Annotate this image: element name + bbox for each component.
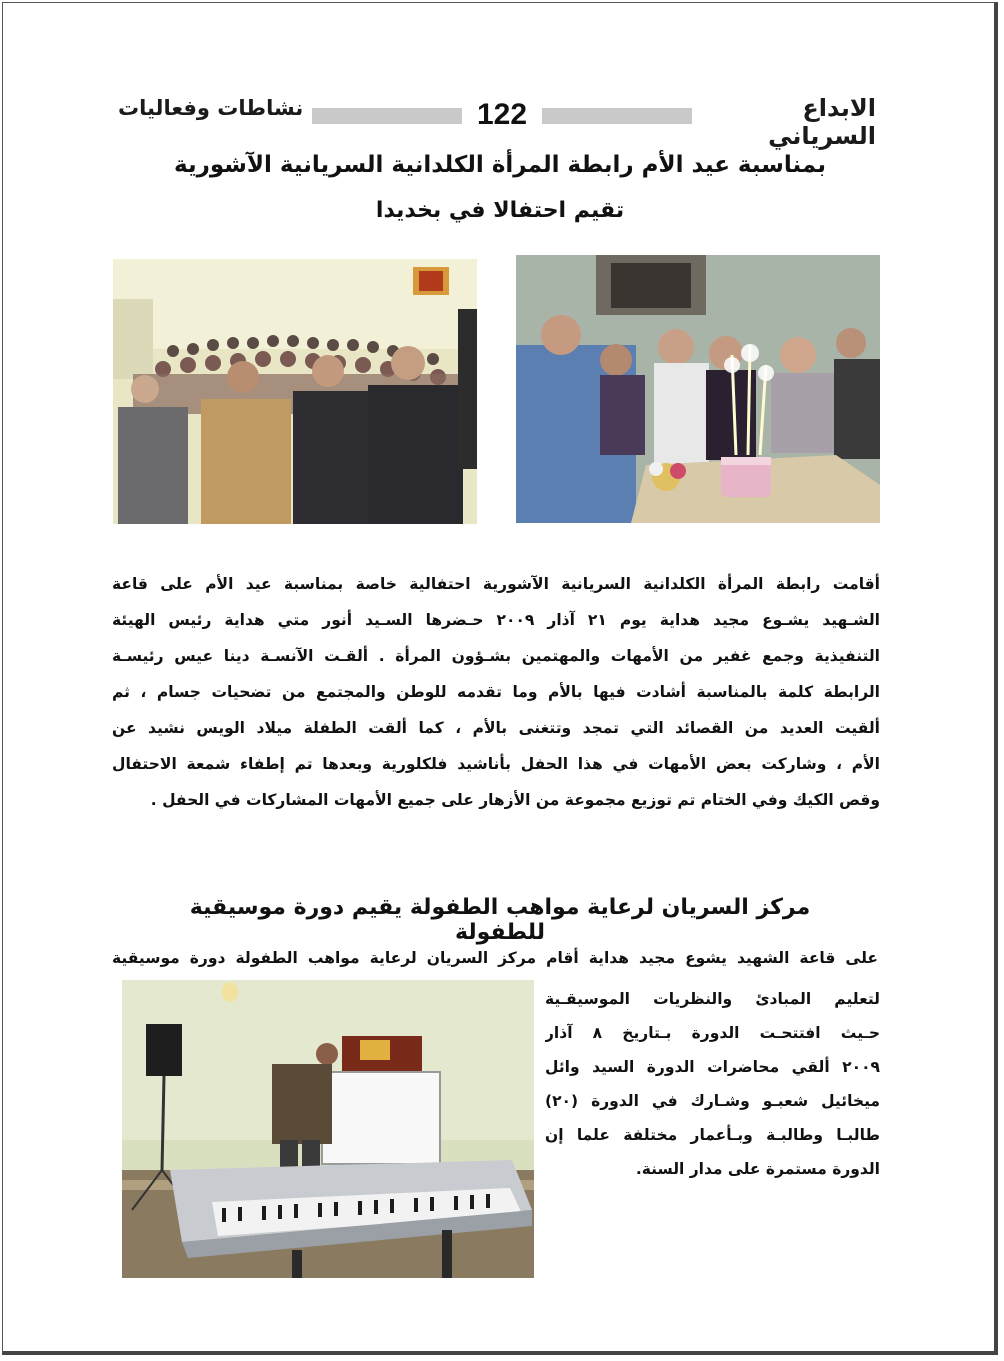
article2-line: حـيث افتتحـت الدورة بـتاريخ ٨ آذار bbox=[545, 1024, 880, 1042]
article1-line: أقامت رابطة المرأة الكلدانية السريانية الآشورية احتفالية خاصة بمناسبة عيد الأم على قاعة bbox=[112, 575, 880, 593]
article2-body bbox=[545, 982, 880, 1186]
article2-line: الدورة مستمرة على مدار السنة. bbox=[635, 1160, 880, 1178]
page-number: 122 bbox=[462, 98, 542, 138]
article1-line: ألقيت العديد من القصائد التي تمجد وتتغنى بالأم ، كما ألقت الطفلة ميلاد الويس نشيد عن bbox=[112, 719, 880, 737]
headline-line1: بمناسبة عيد الأم رابطة المرأة الكلدانية السريانية الآشورية bbox=[174, 152, 826, 178]
article2-line: ٢٠٠٩ ألقي محاضرات الدورة السيد وائل bbox=[545, 1058, 880, 1076]
article2-line: لتعليم المبادئ والنظريات الموسيقـية bbox=[545, 990, 880, 1008]
article2-line: ميخائيل شعبـو وشـارك في الدورة (٢٠) bbox=[545, 1092, 880, 1110]
article2-first-line: على قاعة الشهيد يشوع مجيد هداية أقام مركز السريان لرعاية مواهب الطفولة دورة موسيقية bbox=[112, 949, 878, 967]
article1-line: الأم ، وشاركت بعض الأمهات في هذا الحفل بأناشيد فلكلورية وبعدها تم إطفاء شمعة الاحتفال bbox=[112, 755, 880, 773]
article1-line: التنفيذية وجمع غفير من الأمهات والمهتمين بشـؤون المرأة . ألقـت الآنسـة دينا عيس رئيسـة bbox=[112, 647, 880, 665]
music-course-photo bbox=[122, 980, 534, 1278]
section-label: نشاطات وفعاليات bbox=[112, 96, 312, 128]
audience-photo bbox=[113, 259, 477, 524]
headline-line2: تقيم احتفالا في بخديدا bbox=[375, 198, 625, 223]
article1-line: الشـهيد يشـوع مجيد هداية يوم ٢١ آذار ٢٠٠٩ حـضرها السـيد أنور متي هداية رئيس الهيئة bbox=[112, 611, 880, 629]
article1-line: وقص الكيك وفي الختام تم توزيع مجموعة من الأزهار على جميع الأمهات المشاركات في الحفل . bbox=[150, 791, 880, 809]
article2-line: طالبـا وطالبـة وبـأعمار مختلفة علما إن bbox=[545, 1126, 880, 1144]
cake-celebration-photo bbox=[516, 255, 880, 523]
article2-title: مركز السريان لرعاية مواهب الطفولة يقيم دورة موسيقية للطفولة bbox=[189, 895, 811, 945]
magazine-title: الابداع السرياني bbox=[692, 94, 882, 128]
article1-line: الرابطة كلمة بالمناسبة أشادت فيها بالأم وما تقدمه للوطن والمجتمع من تضحيات جسام ، ثم bbox=[112, 683, 880, 701]
article1-body bbox=[112, 566, 880, 818]
